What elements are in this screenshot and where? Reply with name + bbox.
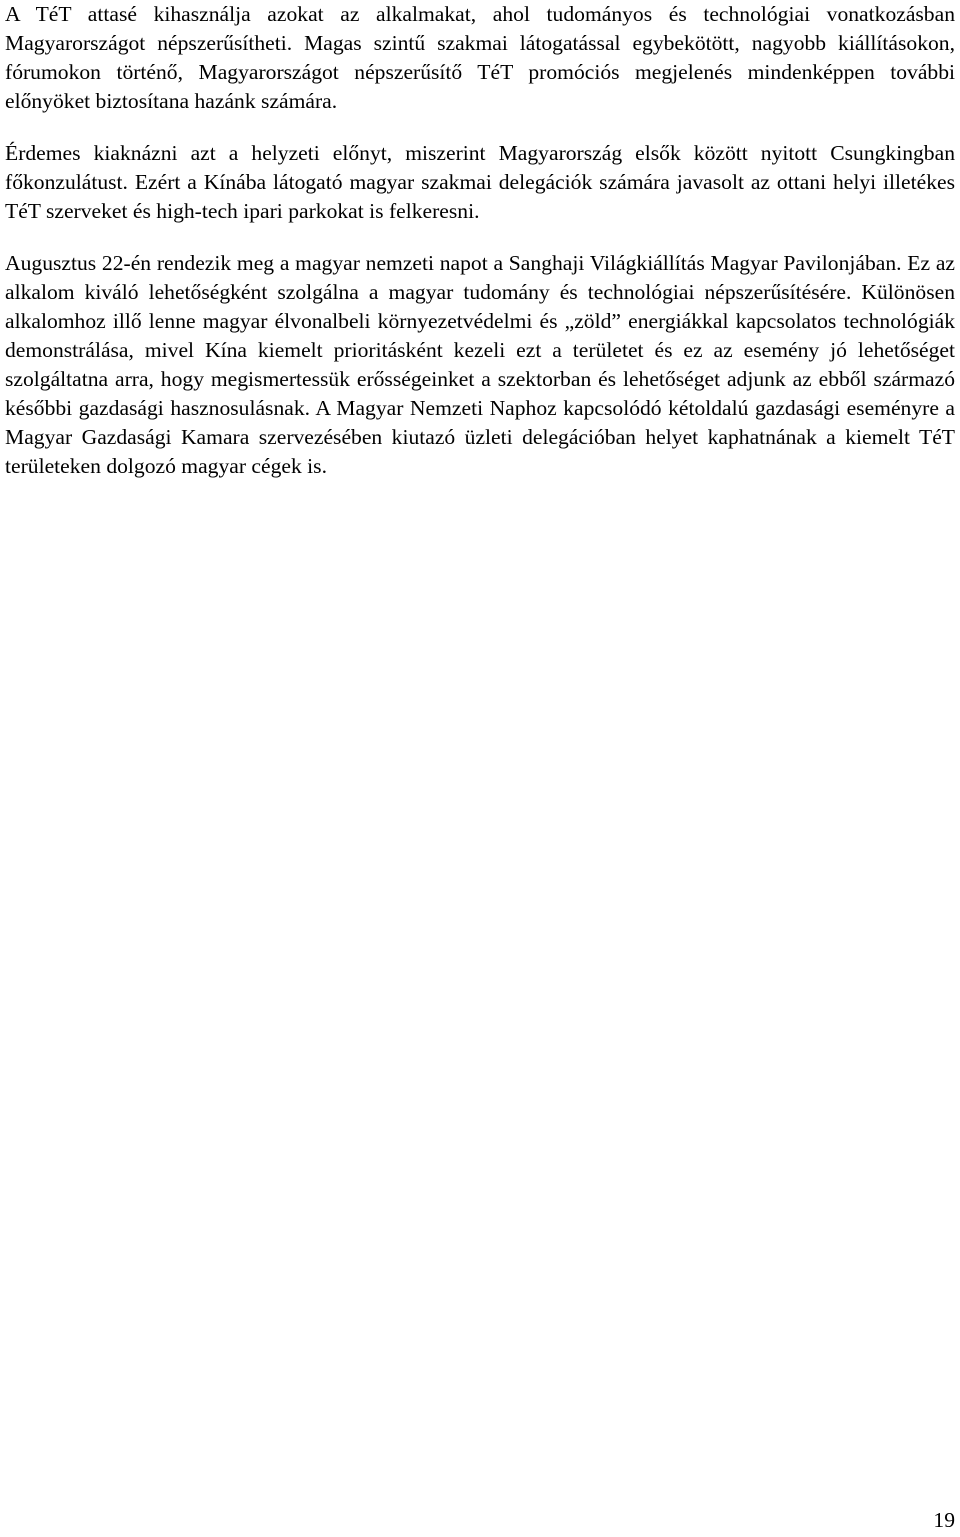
paragraph-3: Augusztus 22-én rendezik meg a magyar nemzeti napot a Sanghaji Világkiállítás Magyar Pavilonjában. Ez az alkalom kiváló lehetőségként szolgálna a magyar tudomány és technológiai népszerűsítésére. Különösen alkalomhoz illő lenne magyar élvonalbeli környezetvédelmi és „zöld” energiákkal kapcsolatos technológiák demonstrálása, mivel Kína kiemelt prioritásként kezeli ezt a területet és ez az esemény jó lehetőséget szolgáltatna arra, hogy megismertessük erősségeinket a szektorban és lehetőséget adjunk az ebből származó későbbi gazdasági hasznosulásnak. A Magyar Nemzeti Naphoz kapcsolódó kétoldalú gazdasági eseményre a Magyar Gazdasági Kamara szervezésében kiutazó üzleti delegációban helyet kaphatnának a kiemelt TéT területeken dolgozó magyar cégek is. bbox=[5, 251, 955, 478]
page-number: 19 bbox=[933, 1508, 955, 1532]
paragraph-2: Érdemes kiaknázni azt a helyzeti előnyt, miszerint Magyarország elsők között nyitott Csungkingban főkonzulátust. Ezért a Kínába látogató magyar szakmai delegációk számára javasolt az ottani helyi illetékes TéT szerveket és high-tech ipari parkokat is felkeresni. bbox=[5, 141, 955, 223]
paragraph-1: A TéT attasé kihasználja azokat az alkalmakat, ahol tudományos és technológiai vonatkozásban Magyarországot népszerűsítheti. Magas szintű szakmai látogatással egybekötött, nagyobb kiállításokon, fórumokon történő, Magyarországot népszerűsítő TéT promóciós megjelenés mindenképpen további előnyöket biztosítana hazánk számára. bbox=[5, 2, 955, 113]
document-body bbox=[5, 0, 955, 504]
